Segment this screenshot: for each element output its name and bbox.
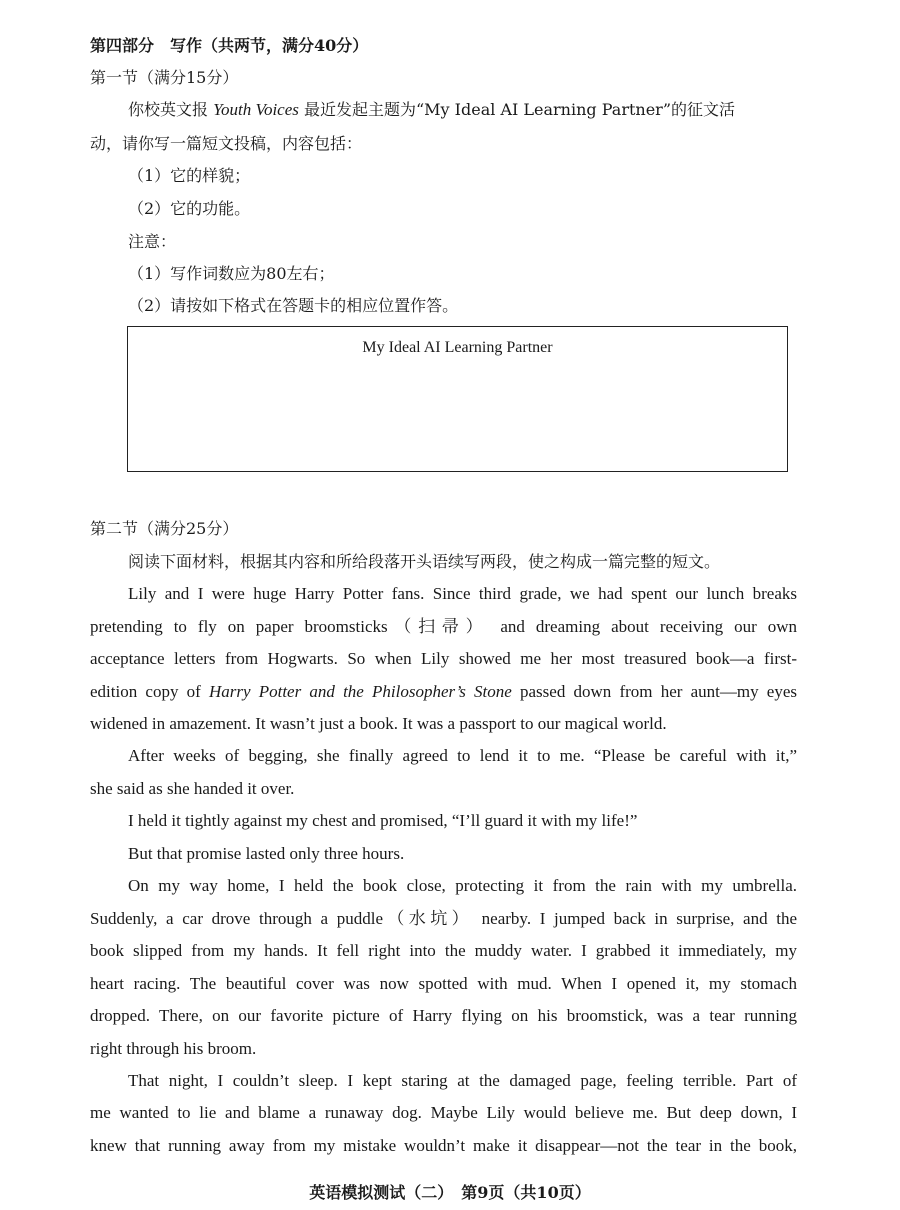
- section2-intro: 阅读下面材料，根据其内容和所给段落开头语续写两段，使之构成一篇完整的短文。: [128, 552, 721, 571]
- book-title: Harry Potter and the Philosopher’s Stone: [208, 682, 512, 701]
- essay-title: My Ideal AI Learning Partner: [362, 339, 553, 356]
- story-line: On my way home, I held the book close, protecting it from the rain with my umbrella.: [128, 876, 797, 895]
- note-2: （2）请按如下格式在答题卡的相应位置作答。: [128, 296, 459, 315]
- story-line: After weeks of begging, she finally agreed to lend it to me. “Please be careful with it,”: [128, 746, 797, 765]
- part-heading: 第四部分 写作（共两节，满分40分）: [90, 36, 369, 55]
- section1-intro: 你校英文报 Youth Voices 最近发起主题为“My Ideal AI Learning Partner”的征文活: [128, 100, 736, 119]
- section1-heading: 第一节（满分15分）: [90, 68, 239, 87]
- story-line: Suddenly, a car drove through a puddle（水坑） nearby. I jumped back in surprise, and the: [90, 909, 797, 928]
- answer-format-box: [127, 326, 788, 472]
- page-footer: 英语模拟测试（二） 第9页（共10页）: [309, 1183, 591, 1202]
- newspaper-name: Youth Voices: [213, 100, 299, 119]
- story-line: she said as she handed it over.: [90, 779, 295, 798]
- story-line: pretending to fly on paper broomsticks（扫帚） and dreaming about receiving our own: [90, 617, 797, 636]
- section1-intro-cont: 动，请你写一篇短文投稿，内容包括：: [90, 134, 363, 153]
- story-line: knew that running away from my mistake wouldn’t make it disappear—not the tear in the book,: [90, 1136, 797, 1155]
- story-line: edition copy of Harry Potter and the Philosopher’s Stone passed down from her aunt—my eyes: [90, 682, 797, 701]
- content-point-2: （2）它的功能。: [128, 199, 251, 218]
- story-line: Lily and I were huge Harry Potter fans. Since third grade, we had spent our lunch breaks: [128, 584, 797, 603]
- story-line: widened in amazement. It wasn’t just a book. It was a passport to our magical world.: [90, 714, 667, 733]
- story-line: heart racing. The beautiful cover was now spotted with mud. When I opened it, my stomach: [90, 974, 797, 993]
- story-line: acceptance letters from Hogwarts. So when Lily showed me her most treasured book—a first-: [90, 649, 797, 668]
- note-label: 注意：: [128, 232, 177, 251]
- story-line: But that promise lasted only three hours.: [128, 844, 405, 863]
- story-line: dropped. There, on our favorite picture of Harry flying on his broomstick, was a tear running: [90, 1006, 797, 1025]
- story-line: me wanted to lie and blame a runaway dog. Maybe Lily would believe me. But deep down, I: [90, 1103, 797, 1122]
- note-1: （1）写作词数应为80左右；: [128, 264, 335, 283]
- story-line: That night, I couldn’t sleep. I kept staring at the damaged page, feeling terrible. Part of: [128, 1071, 797, 1090]
- section2-heading: 第二节（满分25分）: [90, 519, 239, 538]
- story-line: I held it tightly against my chest and promised, “I’ll guard it with my life!”: [128, 811, 638, 830]
- story-line: book slipped from my hands. It fell right into the muddy water. I grabbed it immediately, my: [90, 941, 797, 960]
- content-point-1: （1）它的样貌；: [128, 166, 251, 185]
- story-line: right through his broom.: [90, 1039, 257, 1058]
